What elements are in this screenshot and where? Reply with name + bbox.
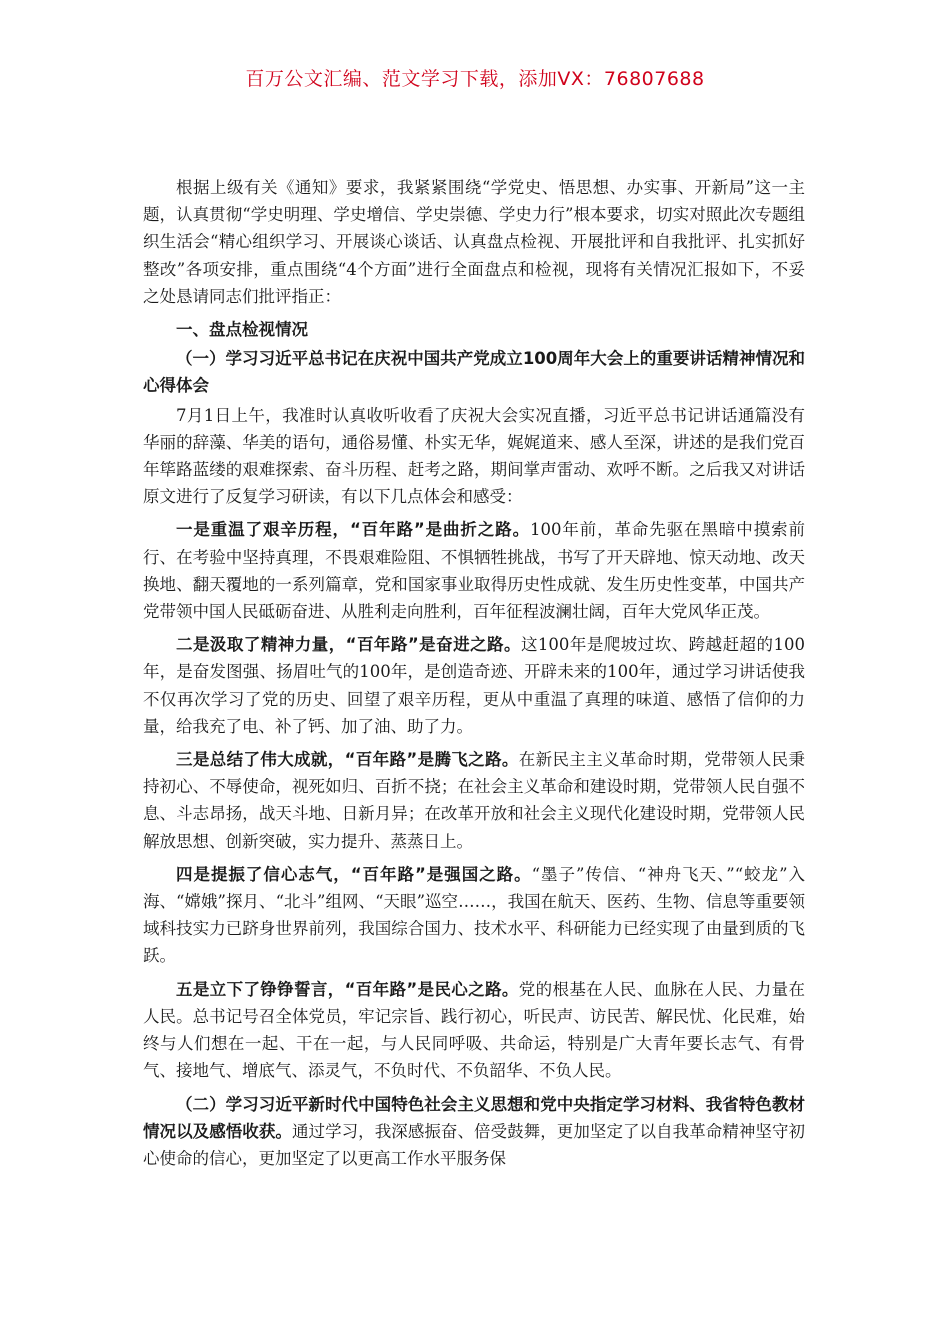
subsection-title: （一）学习习近平总书记在庆祝中国共产党成立100周年大会上的重要讲话精神情况和心得体会: [143, 349, 805, 396]
paragraph: [143, 516, 805, 625]
paragraph-text: “墨子”传信、“神舟飞天、”“蛟龙”入海、“嫦娥”探月、“北斗”组网、“天眼”巡空……，我国在航天、医药、生物、信息等重要领域科技实力已跻身世界前列，我国综合国力、技术水平、科研能力已经实现了由量到质的飞跃。: [143, 864, 805, 966]
intro-paragraph: 根据上级有关《通知》要求，我紧紧围绕“学党史、悟思想、办实事、开新局”这一主题，认真贯彻“学史明理、学史增信、学史崇德、学史力行”根本要求，切实对照此次专题组织生活会“精心组织学习、开展谈心谈话、认真盘点检视、开展批评和自我批评、扎实抓好整改”各项安排，重点围绕“4个方面”进行全面盘点和检视，现将有关情况汇报如下，不妥之处恳请同志们批评指正：: [143, 178, 805, 306]
paragraph: [143, 631, 805, 740]
paragraph: [143, 976, 805, 1085]
paragraph-text: 通过学习，我深感振奋、倍受鼓舞，更加坚定了以自我革命精神坚守初心使命的信心，更加坚定了以更高工作水平服务保: [143, 1121, 806, 1168]
paragraph-text: 党的根基在人民、血脉在人民、力量在人民。总书记号召全体党员，牢记宗旨、践行初心，听民声、访民苦、解民忧、化民难，始终与人们想在一起、干在一起，与人民同呼吸、共命运，特别是广大青年要长志气、有骨气、接地气、增底气、添灵气，不负时代、不负韶华、不负人民。: [143, 979, 805, 1081]
paragraph-lead: （二）学习习近平新时代中国特色社会主义思想和党中央指定学习材料、我省特色教材情况以及感悟收获。: [143, 1094, 805, 1141]
paragraph: 7月1日上午，我准时认真收听收看了庆祝大会实况直播，习近平总书记讲话通篇没有华丽的辞藻、华美的语句，通俗易懂、朴实无华，娓娓道来、感人至深，讲述的是我们党百年筚路蓝缕的艰难探索、奋斗历程、赶考之路，期间掌声雷动、欢呼不断。之后我又对讲话原文进行了反复学习研读，有以下几点体会和感受：: [143, 405, 805, 507]
paragraph-text: 在新民主主义革命时期，党带领人民秉持初心、不辱使命，视死如归、百折不挠；在社会主义革命和建设时期，党带领人民自强不息、斗志昂扬，战天斗地、日新月异；在改革开放和社会主义现代化建设时期，党带领人民解放思想、创新突破，实力提升、蒸蒸日上。: [143, 750, 805, 851]
paragraph-lead: 二是汲取了精神力量，“百年路”是奋进之路。: [176, 635, 521, 655]
download-banner: 百万公文汇编、范文学习下载，添加VX：76807688: [245, 68, 705, 90]
paragraph: [143, 861, 805, 970]
paragraph-lead: 一是重温了艰辛历程，“百年路”是曲折之路。: [176, 520, 530, 540]
document-body: [143, 174, 805, 1178]
paragraph-lead: 四是提振了信心志气，“百年路”是强国之路。: [176, 864, 532, 884]
paragraph-text: 这100年是爬坡过坎、跨越赶超的100年，是奋发图强、扬眉吐气的100年，是创造奇迹、开辟未来的100年，通过学习讲话使我不仅再次学习了党的历史、回望了艰辛历程，更从中重温了真理的味道、感悟了信仰的力量，给我充了电、补了钙、加了油、助了力。: [143, 635, 805, 736]
paragraph: [143, 1091, 805, 1173]
paragraph-lead: 五是立下了铮铮誓言，“百年路”是民心之路。: [176, 979, 519, 999]
paragraph: [143, 746, 805, 855]
section-title: 一、盘点检视情况: [176, 320, 308, 340]
paragraph-text: 100年前，革命先驱在黑暗中摸索前行、在考验中坚持真理，不畏艰难险阻、不惧牺牲挑战，书写了开天辟地、惊天动地、改天换地、翻天覆地的一系列篇章，党和国家事业取得历史性成就、发生历史性变革，中国共产党带领中国人民砥砺奋进、从胜利走向胜利，百年征程波澜壮阔，百年大党风华正茂。: [143, 520, 805, 622]
paragraph-lead: 三是总结了伟大成就，“百年路”是腾飞之路。: [176, 750, 519, 770]
